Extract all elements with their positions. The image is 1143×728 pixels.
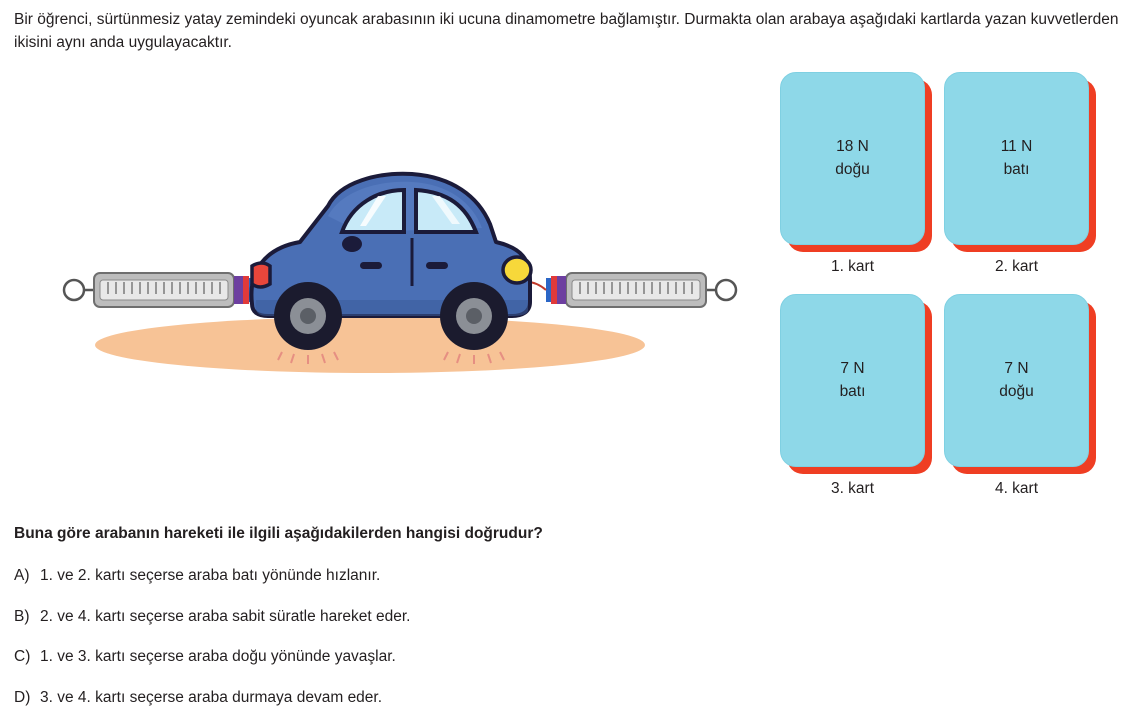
- card-row-top: [780, 72, 1090, 276]
- card-1-direction: doğu: [835, 160, 870, 178]
- card-1-force: 18 N: [836, 138, 869, 156]
- card-cell-4: [944, 294, 1089, 498]
- option-c[interactable]: [14, 646, 814, 668]
- option-d-text: 3. ve 4. kartı seçerse araba durmaya devam eder.: [40, 689, 383, 707]
- question-stem: Bir öğrenci, sürtünmesiz yatay zemindeki oyuncak arabasının iki ucuna dinamometre bağlamıştır. Durmakta olan arabaya aşağıdaki kartlarda yazan kuvvetlerden ikisini aynı anda uygulayacaktır.: [14, 11, 1119, 52]
- card-4: [944, 294, 1089, 467]
- card-3-label: 3. kart: [830, 480, 875, 497]
- option-c-text: 1. ve 3. kartı seçerse araba doğu yönünde yavaşlar.: [40, 648, 396, 666]
- card-2: [944, 72, 1089, 245]
- option-d[interactable]: [14, 687, 814, 709]
- option-c-letter: C): [14, 648, 31, 666]
- card-3-direction: batı: [839, 382, 866, 400]
- card-1-label: 1. kart: [830, 258, 875, 275]
- option-a[interactable]: [14, 565, 814, 587]
- toy-car-illustration: [60, 120, 740, 380]
- card-4-direction: doğu: [999, 382, 1034, 400]
- card-row-bottom: [780, 294, 1090, 498]
- card-2-force: 11 N: [1000, 138, 1033, 156]
- card-2-label: 2. kart: [994, 258, 1039, 275]
- answer-options: [14, 565, 814, 728]
- option-a-text: 1. ve 2. kartı seçerse araba batı yönünde hızlanır.: [40, 567, 381, 584]
- option-a-letter: A): [14, 567, 30, 584]
- card-cell-2: [944, 72, 1089, 276]
- card-2-direction: batı: [1003, 160, 1030, 178]
- option-b-text: 2. ve 4. kartı seçerse araba sabit süratle hareket eder.: [40, 607, 411, 625]
- card-3: [780, 294, 925, 467]
- card-cell-1: [780, 72, 925, 276]
- card-4-label: 4. kart: [994, 480, 1039, 497]
- option-b-letter: B): [14, 607, 30, 625]
- ground-ellipse: [95, 317, 645, 373]
- card-4-force: 7 N: [1004, 360, 1029, 378]
- option-b[interactable]: [14, 606, 814, 628]
- question-prompt: Buna göre arabanın hareketi ile ilgili aşağıdakilerden hangisi doğrudur?: [14, 525, 543, 542]
- card-cell-3: [780, 294, 925, 498]
- force-cards: [780, 72, 1090, 516]
- card-3-force: 7 N: [840, 360, 865, 378]
- card-1: [780, 72, 925, 245]
- option-d-letter: D): [14, 689, 31, 707]
